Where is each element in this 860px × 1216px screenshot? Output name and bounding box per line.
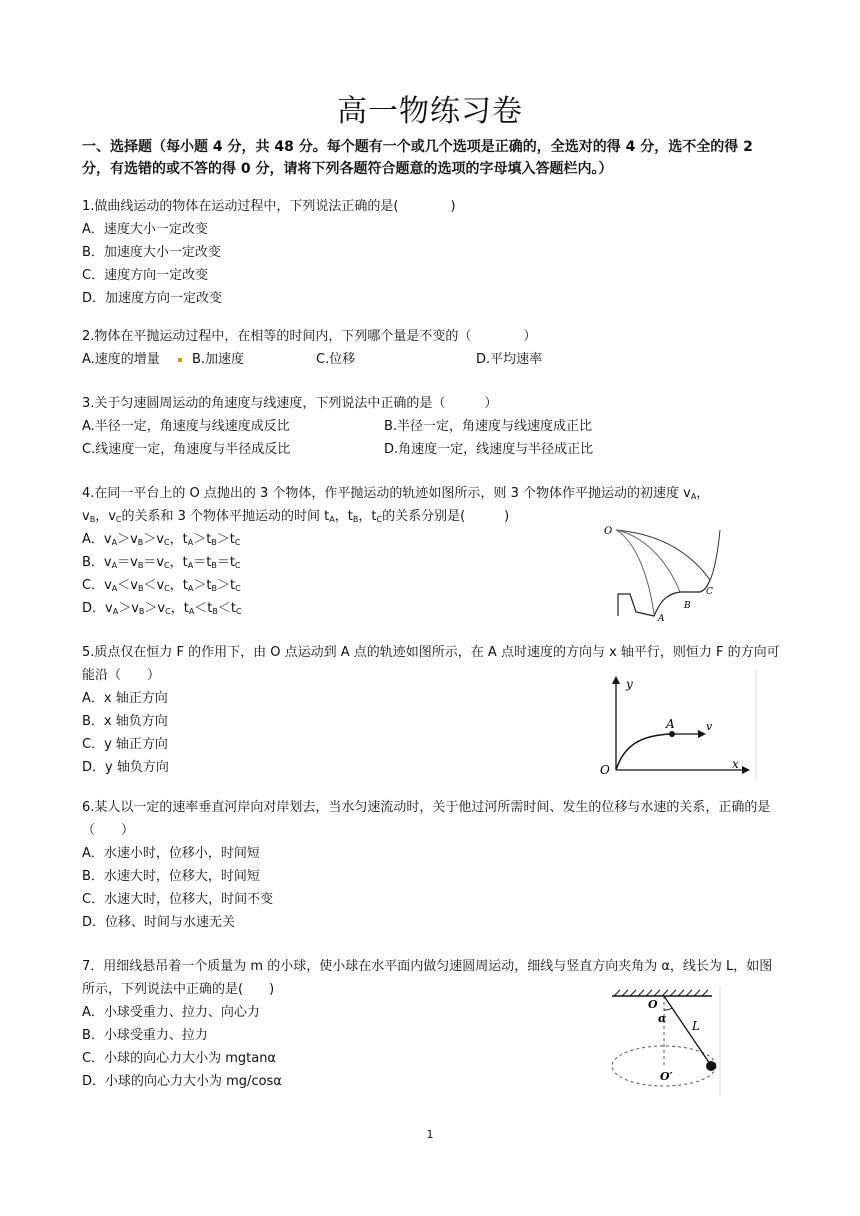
question-5-option-a: A．x 轴正方向 (82, 691, 168, 706)
question-3-option-c: C.线速度一定，角速度与半径成反比 (82, 442, 291, 457)
question-3-row-1 (82, 415, 782, 438)
figure-7-label-l: L (692, 1019, 700, 1033)
question-4-option-b-label: B． (82, 555, 104, 570)
question-4-option-d-label: D． (82, 601, 106, 616)
figure-4-label-c: C (706, 587, 713, 597)
ceiling-hatch (614, 990, 708, 996)
question-3-option-a: A.半径一定，角速度与线速度成反比 (82, 419, 290, 434)
question-3-stem: 3.关于匀速圆周运动的角速度与线速度，下列说法中正确的是（ ） (82, 396, 498, 411)
question-4-option-a-label: A． (82, 532, 104, 547)
question-6-option-c: C．水速大时，位移大，时间不变 (82, 892, 274, 907)
ground-profile (618, 580, 710, 616)
question-3-option-b: B.半径一定，角速度与线速度成正比 (384, 419, 593, 434)
question-1-stem: 1.做曲线运动的物体在运动过程中，下列说法正确的是( ) (82, 199, 456, 214)
figure-4-label-b: B (684, 601, 691, 611)
question-2 (82, 325, 782, 371)
question-5-stem: 5.质点仅在恒力 F 的作用下，由 O 点运动到 A 点的轨迹如图所示，在 A 点时速度的方向与 x 轴平行，则恒力 F 的方向可能沿（ ） (82, 645, 780, 683)
question-1-option-a: A．速度大小一定改变 (82, 222, 208, 237)
projectile-trajectory-figure (600, 522, 730, 622)
string-line (664, 996, 710, 1064)
section-instructions: 一、选择题（每小题 4 分，共 48 分。每个题有一个或几个选项是正确的，全选对的得 4 分，选不全的得 2 分，有选错的或不答的得 0 分，请将下列各题符合题意的选项的字母填入答题栏内。） (82, 139, 753, 177)
page-number: 1 (426, 1128, 434, 1141)
question-1-option-b: B．加速度大小一定改变 (82, 245, 221, 260)
question-6-option-d: D．位移、时间与水速无关 (82, 915, 236, 930)
x-axis-arrow-icon (742, 766, 750, 774)
question-4-stem-part-1: 4.在同一平台上的 O 点抛出的 3 个物体，作平抛运动的轨迹如图所示，则 3 个物体作平抛运动的初速度 v (82, 486, 691, 501)
question-7-option-b: B．小球受重力、拉力 (82, 1028, 208, 1043)
figure-5-label-y: y (626, 677, 633, 691)
mark-dot-icon (178, 358, 182, 362)
question-1-option-c: C．速度方向一定改变 (82, 268, 209, 283)
question-4-stem-line-1: 4.在同一平台上的 O 点抛出的 3 个物体，作平抛运动的轨迹如图所示，则 3 个物体作平抛运动的初速度 $v_A$， (82, 486, 710, 501)
figure-7-label-o: O (648, 998, 658, 1011)
ball (706, 1061, 716, 1071)
question-4-option-c: C．$v_A<v_B<v_C$，$t_A>t_B>t_C$ (82, 578, 241, 593)
question-2-option-d: D.平均速率 (476, 352, 543, 367)
figure-4-label-o: O (604, 526, 613, 537)
question-6-stem: 6.某人以一定的速率垂直河岸向对岸划去，当水匀速流动时，关于他过河所需时间、发生的位移与水速的关系，正确的是（ ） (82, 800, 771, 838)
question-4-option-b: B．$v_A=v_B=v_C$，$t_A=t_B=t_C$ (82, 555, 241, 570)
trajectory-curve (616, 734, 672, 770)
question-5-option-d: D．y 轴负方向 (82, 760, 169, 775)
figure-5-label-x: x (732, 757, 739, 771)
question-4-stem-part-3: 的关系分别是( ) (382, 509, 510, 524)
conical-pendulum-figure (600, 986, 730, 1096)
figure-5-label-a: A (666, 717, 675, 731)
question-2-option-b: B.加速度 (192, 352, 245, 367)
question-3-row-2 (82, 438, 782, 461)
question-4-stem-part-2: 的关系和 3 个物体平抛运动的时间 t (121, 509, 330, 524)
question-1 (82, 195, 782, 310)
question-2-option-c: C.位移 (316, 352, 356, 367)
trajectory-c-curve (616, 530, 720, 580)
trajectory-a-curve (616, 530, 654, 614)
angle-arc (664, 1008, 672, 1010)
question-7-stem: 7．用细线悬吊着一个质量为 m 的小球，使小球在水平面内做匀速圆周运动，细线与竖直方向夹角为 α，线长为 L，如图所示，下列说法中正确的是( ) (82, 959, 773, 997)
question-3 (82, 392, 782, 461)
figure-5-label-v: v (706, 720, 713, 733)
figure-7-label-o-prime: O′ (660, 1070, 673, 1083)
y-axis-arrow-icon (612, 676, 620, 684)
question-3-option-d: D.角速度一定，线速度与半径成正比 (384, 442, 594, 457)
question-7-option-a: A．小球受重力、拉力、向心力 (82, 1005, 260, 1020)
question-7-option-d: D．小球的向心力大小为 mg/cosα (82, 1074, 282, 1089)
question-6 (82, 796, 782, 934)
figure-7-label-alpha: α (658, 1012, 667, 1025)
question-4-option-d: D．$v_A>v_B>v_C$，$t_A<t_B<t_C$ (82, 601, 242, 616)
question-6-option-a: A．水速小时，位移小，时间短 (82, 846, 260, 861)
question-1-option-d: D．加速度方向一定改变 (82, 291, 223, 306)
figure-4-label-a: A (658, 614, 665, 622)
question-2-option-a: A.速度的增量 (82, 352, 160, 367)
question-4-option-c-label: C． (82, 578, 105, 593)
question-2-stem: 2.物体在平抛运动过程中，在相等的时间内，下列哪个量是不变的（ ） (82, 329, 537, 344)
question-5-option-b: B．x 轴负方向 (82, 714, 168, 729)
page-title: 高一物练习卷 (337, 94, 523, 129)
velocity-arrow-icon (698, 730, 706, 738)
question-5-option-c: C．y 轴正方向 (82, 737, 168, 752)
question-6-option-b: B．水速大时，位移大，时间短 (82, 869, 260, 884)
force-trajectory-figure (596, 670, 766, 780)
figure-5-label-o: O (600, 763, 610, 777)
question-4-stem-line-2: $v_B$，$v_C$的关系和 3 个物体平抛运动的时间 $t_A$，$t_B$，$t_C$的关系分别是( ) (82, 509, 510, 524)
question-2-options (82, 348, 782, 371)
question-7-option-c: C．小球的向心力大小为 mgtanα (82, 1051, 276, 1066)
question-4-option-a: A．$v_A>v_B>v_C$，$t_A>t_B>t_C$ (82, 532, 241, 547)
